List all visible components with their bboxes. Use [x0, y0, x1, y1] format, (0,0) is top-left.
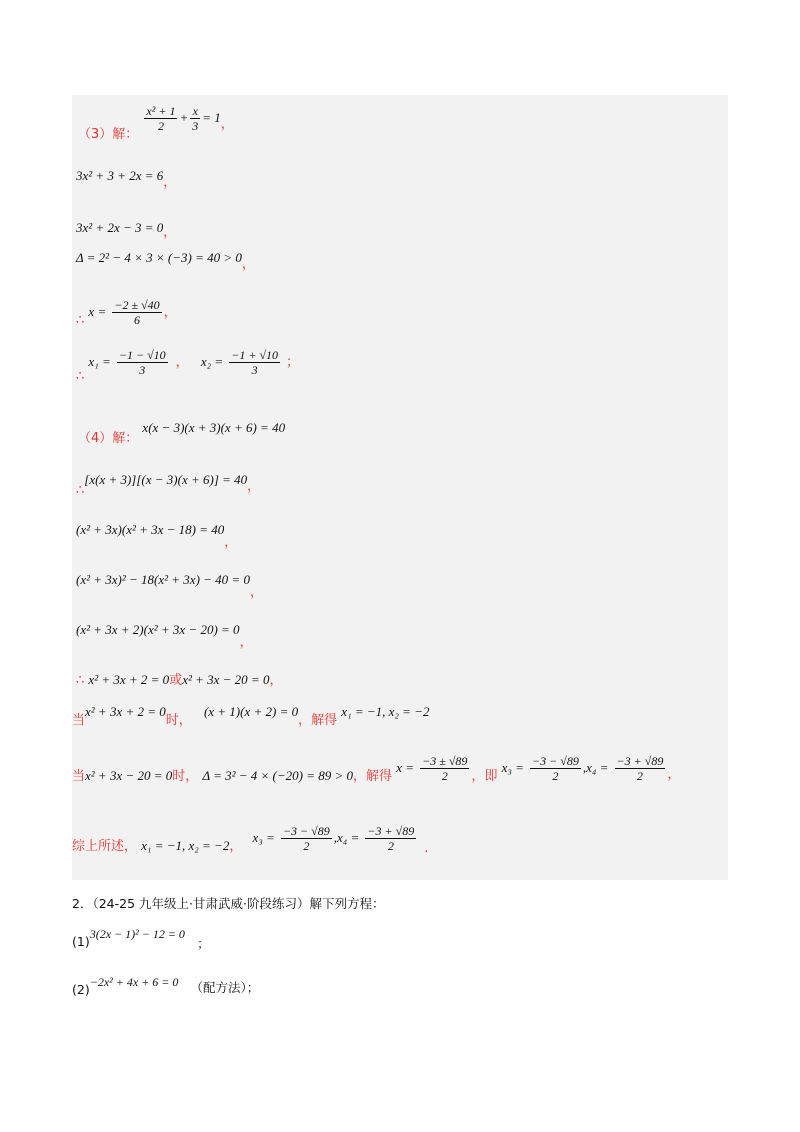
fraction: $\frac{-3 \pm √89}{2}$	[422, 754, 468, 783]
solution-4-step3: (x² + 3x)² − 18(x² + 3x) − 40 = 0，	[76, 572, 263, 600]
solution-3-step3: Δ = 2² − 4 × 3 × (−3) = 40 > 0，	[76, 250, 255, 272]
question-2-header: 2．（24-25 九年级上·甘肃武威·阶段练习）解下列方程：	[72, 896, 385, 911]
fraction: $\frac{-3 - √89}{2}$	[532, 754, 579, 783]
solution-4-step5: ∴ x² + 3x + 2 = 0或x² + 3x − 20 = 0，	[76, 672, 283, 688]
solution-4-step4: (x² + 3x + 2)(x² + 3x − 20) = 0，	[76, 622, 253, 650]
solution-4-summary: 综上所述， x₁ = −1, x₂ = −2， x₃ = $\frac{-3 - √89}{2}$ ,x₄ = $\frac{-3 + √89}{2}$ .	[72, 824, 429, 856]
solution-3-step5: ∴ x₁ = $\frac{-1 - √10}{3}$ ， x₂ = $\frac{-1 + √10}{3}$ ；	[76, 348, 300, 384]
solution-3-label: （3）解：	[78, 127, 139, 142]
solution-4-case1: 当x² + 3x + 2 = 0时， (x + 1)(x + 2) = 0，解得 x₁ = −1, x₂ = −2	[72, 704, 430, 728]
fraction: $\frac{-1 + √10}{3}$	[231, 348, 279, 377]
question-2-part-2: (2)−2x² + 4x + 6 = 0 （配方法）；	[72, 975, 260, 997]
solution-4-step2: (x² + 3x)(x² + 3x − 18) = 40，	[76, 522, 238, 550]
fraction: $\frac{-3 + √89}{2}$	[616, 754, 664, 783]
solution-4-step1: ∴[x(x + 3)][(x − 3)(x + 6)] = 40，	[76, 472, 261, 498]
solution-3-step2: 3x² + 2x − 3 = 0，	[76, 220, 177, 240]
solution-3-step4: ∴ x = $\frac{-2 \pm √40}{6}$ ，	[76, 298, 177, 328]
fraction: $\frac{-2 \pm √40}{6}$	[114, 298, 160, 327]
question-2-part-1: (1)3(2x − 1)² − 12 = 0 ；	[72, 927, 210, 951]
solution-4-label: （4）解：	[78, 431, 139, 446]
fraction: $\frac{x}{3}$	[192, 104, 199, 133]
solution-4-case2: 当x² + 3x − 20 = 0时， Δ = 3² − 4 × (−20) = 89 > 0，解得 x = $\frac{-3 \pm √89}{2}$ ，即 x₃ = $\frac{-3 - √89}{2}$ ,x₄ = $\frac{-3 + √89}{2}$ ，	[72, 754, 681, 784]
fraction: $\frac{-3 + √89}{2}$	[367, 824, 415, 853]
solution-3-given: （3）解： $\frac{\text{x² + 1}}{2}$ + $\frac{x}{3}$ = 1，	[78, 104, 234, 142]
fraction: $\frac{\text{x² + 1}}{2}$	[146, 104, 176, 133]
solution-3-step1: 3x² + 3 + 2x = 6，	[76, 168, 177, 190]
solution-4-given: （4）解： x(x − 3)(x + 3)(x + 6) = 40	[78, 420, 286, 446]
fraction: $\frac{-3 - √89}{2}$	[282, 824, 330, 853]
fraction: $\frac{-1 - √10}{3}$	[118, 348, 166, 377]
